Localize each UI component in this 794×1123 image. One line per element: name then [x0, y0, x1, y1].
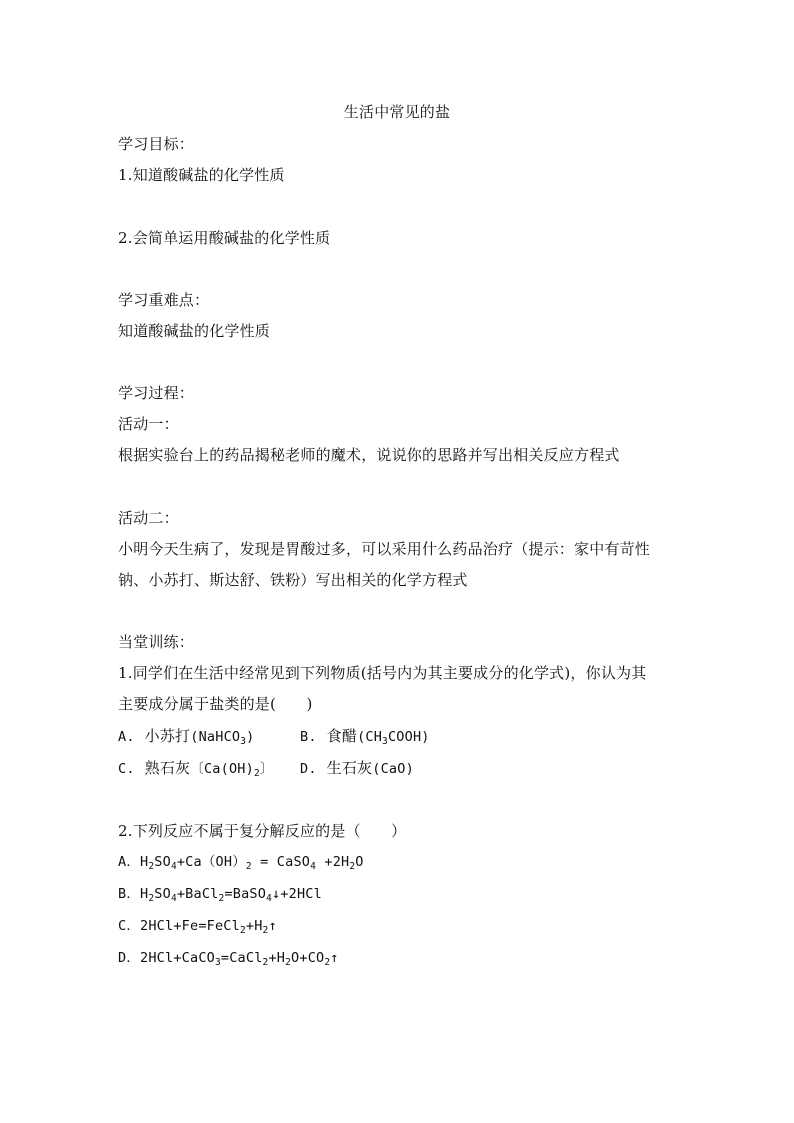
formula: ): [246, 729, 255, 745]
formula: (CH: [357, 729, 383, 745]
equation-part: H: [140, 886, 149, 902]
subscript: 3: [240, 736, 247, 747]
subscript: 3: [214, 957, 221, 968]
subscript: 2: [324, 957, 331, 968]
q2-option-b: [118, 884, 322, 909]
activity2-heading: 活动二：: [118, 509, 179, 527]
q1-options-row1: [118, 726, 254, 752]
equation-part: +H: [268, 950, 286, 966]
option-label: A.: [118, 729, 135, 745]
equation-part: SO: [154, 886, 171, 902]
q1-option-c: [118, 758, 274, 784]
equation-part: 2HCl+Fe=FeCl: [140, 918, 240, 934]
q2-option-c: [118, 916, 277, 941]
subscript: 3: [382, 736, 388, 747]
formula: 〔Ca(OH): [190, 761, 254, 777]
q2-option-a: [118, 852, 364, 877]
subscript: 4: [266, 893, 272, 904]
formula: 〕: [259, 761, 274, 777]
subscript: 2: [253, 768, 260, 779]
subscript: 2: [239, 925, 246, 936]
equation-part: +Ca（OH）: [176, 854, 246, 870]
activity1-heading: 活动一：: [118, 415, 179, 433]
subscript: 2: [262, 925, 269, 936]
subscript: 2: [148, 893, 155, 904]
q2-stem: 2.下列反应不属于复分解反应的是（ ）: [118, 822, 407, 840]
equation-part: +2H: [316, 854, 350, 870]
option-name: 小苏打: [144, 727, 191, 745]
equation-part: H: [140, 854, 149, 870]
q2-option-d: [118, 948, 339, 973]
q1-option-b: [300, 726, 430, 752]
option-name: 熟石灰: [144, 759, 191, 777]
objective-item-2: 2.会简单运用酸碱盐的化学性质: [118, 229, 331, 247]
option-label: B.: [300, 729, 317, 745]
formula: COOH): [387, 729, 430, 745]
option-label: B．: [118, 886, 141, 902]
equation-part: +H: [245, 918, 263, 934]
q1-option-d: [300, 758, 414, 779]
formula: (NaHCO: [190, 729, 241, 745]
activity2-text-line2: 钠、小苏打、斯达舒、铁粉）写出相关的化学方程式: [118, 571, 468, 589]
key-points-text: 知道酸碱盐的化学性质: [118, 322, 271, 340]
subscript: 2: [262, 957, 269, 968]
objectives-heading: 学习目标：: [118, 135, 195, 153]
subscript: 2: [218, 893, 225, 904]
option-name: 食醋: [326, 727, 358, 745]
option-label: D．: [118, 950, 141, 966]
subscript: 2: [349, 861, 356, 872]
equation-part: +BaCl: [176, 886, 219, 902]
subscript: 4: [310, 861, 317, 872]
process-heading: 学习过程：: [118, 384, 195, 402]
equation-part: O: [355, 854, 364, 870]
equation-part: SO: [154, 854, 171, 870]
equation-part: = CaSO: [251, 854, 311, 870]
option-label: C.: [118, 761, 135, 777]
subscript: 2: [148, 861, 155, 872]
subscript: 2: [245, 861, 252, 872]
option-label: C．: [118, 918, 141, 934]
key-points-heading: 学习重难点：: [118, 291, 210, 309]
option-label: D.: [300, 761, 317, 777]
equation-part: ↑: [330, 950, 339, 966]
subscript: 2: [285, 957, 292, 968]
objective-item-1: 1.知道酸碱盐的化学性质: [118, 166, 285, 184]
equation-part: =CaCl: [220, 950, 263, 966]
activity2-text-line1: 小明今天生病了，发现是胃酸过多，可以采用什么药品治疗（提示：家中有苛性: [118, 540, 651, 558]
q1-option-a: [118, 727, 254, 745]
option-label: A．: [118, 854, 141, 870]
page-title: 生活中常见的盐: [343, 103, 451, 121]
formula: (CaO): [372, 761, 414, 777]
equation-part: ↓+2HCl: [271, 886, 322, 902]
equation-part: 2HCl+CaCO: [140, 950, 215, 966]
equation-part: O+CO: [291, 950, 325, 966]
activity1-text: 根据实验台上的药品揭秘老师的魔术，说说你的思路并写出相关反应方程式: [118, 446, 620, 464]
q1-stem-line1: 1.同学们在生活中经常见到下列物质(括号内为其主要成分的化学式)，你认为其: [118, 664, 647, 682]
equation-part: =BaSO: [224, 886, 267, 902]
q1-stem-line2: 主要成分属于盐类的是( ): [118, 695, 313, 713]
subscript: 4: [170, 861, 177, 872]
option-name: 生石灰: [326, 759, 373, 777]
equation-part: ↑: [268, 918, 277, 934]
practice-heading: 当堂训练：: [118, 633, 195, 651]
subscript: 4: [170, 893, 177, 904]
